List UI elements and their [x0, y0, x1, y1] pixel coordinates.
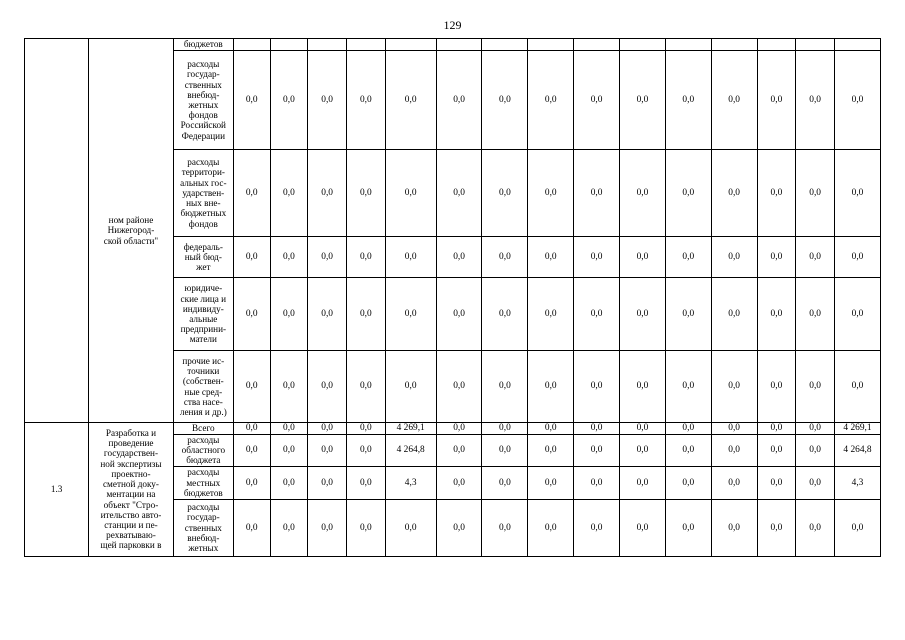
value-cell — [270, 39, 308, 51]
value-cell: 0,0 — [574, 278, 620, 351]
value-cell — [796, 39, 835, 51]
value-cell — [834, 39, 880, 51]
value-cell: 0,0 — [385, 351, 436, 423]
value-cell: 0,0 — [346, 278, 385, 351]
value-cell: 0,0 — [233, 278, 270, 351]
value-cell: 0,0 — [796, 466, 835, 499]
value-cell: 0,0 — [436, 423, 482, 435]
value-cell: 0,0 — [308, 435, 347, 467]
value-cell: 0,0 — [757, 278, 796, 351]
value-cell: 0,0 — [620, 466, 666, 499]
value-cell: 0,0 — [385, 499, 436, 556]
value-cell: 0,0 — [757, 150, 796, 237]
funding-source: Всего — [173, 423, 233, 435]
value-cell: 0,0 — [574, 499, 620, 556]
value-cell: 0,0 — [757, 499, 796, 556]
value-cell: 0,0 — [528, 499, 574, 556]
value-cell: 0,0 — [308, 466, 347, 499]
value-cell — [233, 39, 270, 51]
item-name: Разработка и проведение государствен- ной экспертизы проектно- сметной доку- ментации на объект "Стро- ительство авто- станции и пе- рехватываю- щей парковки в — [89, 423, 174, 557]
value-cell: 0,0 — [757, 435, 796, 467]
value-cell: 0,0 — [757, 51, 796, 150]
value-cell: 0,0 — [620, 423, 666, 435]
value-cell: 0,0 — [270, 278, 308, 351]
value-cell: 0,0 — [620, 499, 666, 556]
value-cell: 0,0 — [796, 351, 835, 423]
value-cell: 4 264,8 — [834, 435, 880, 467]
value-cell: 4 269,1 — [385, 423, 436, 435]
value-cell: 0,0 — [270, 237, 308, 278]
value-cell: 0,0 — [574, 351, 620, 423]
value-cell: 0,0 — [436, 435, 482, 467]
value-cell: 0,0 — [233, 423, 270, 435]
value-cell: 0,0 — [308, 278, 347, 351]
value-cell: 0,0 — [482, 278, 528, 351]
value-cell: 4,3 — [385, 466, 436, 499]
value-cell: 0,0 — [796, 150, 835, 237]
value-cell — [436, 39, 482, 51]
value-cell: 0,0 — [270, 423, 308, 435]
value-cell: 0,0 — [711, 499, 757, 556]
value-cell — [620, 39, 666, 51]
value-cell: 0,0 — [528, 150, 574, 237]
value-cell: 0,0 — [796, 499, 835, 556]
value-cell: 0,0 — [574, 423, 620, 435]
value-cell: 0,0 — [436, 237, 482, 278]
funding-source: бюджетов — [173, 39, 233, 51]
value-cell: 0,0 — [620, 435, 666, 467]
value-cell — [308, 39, 347, 51]
value-cell: 0,0 — [574, 466, 620, 499]
value-cell: 0,0 — [233, 150, 270, 237]
value-cell: 0,0 — [270, 150, 308, 237]
value-cell: 0,0 — [711, 51, 757, 150]
value-cell: 0,0 — [270, 435, 308, 467]
value-cell: 0,0 — [757, 351, 796, 423]
value-cell: 0,0 — [385, 237, 436, 278]
value-cell: 0,0 — [620, 237, 666, 278]
value-cell: 0,0 — [757, 237, 796, 278]
value-cell: 0,0 — [665, 51, 711, 150]
value-cell: 0,0 — [233, 499, 270, 556]
value-cell — [665, 39, 711, 51]
value-cell: 0,0 — [270, 51, 308, 150]
value-cell — [346, 39, 385, 51]
value-cell: 0,0 — [834, 150, 880, 237]
value-cell: 0,0 — [528, 435, 574, 467]
value-cell: 0,0 — [834, 51, 880, 150]
table-row — [25, 39, 881, 51]
value-cell: 0,0 — [482, 435, 528, 467]
value-cell — [482, 39, 528, 51]
value-cell: 0,0 — [482, 423, 528, 435]
value-cell: 0,0 — [482, 150, 528, 237]
value-cell: 0,0 — [308, 51, 347, 150]
value-cell: 0,0 — [270, 466, 308, 499]
value-cell — [711, 39, 757, 51]
value-cell: 0,0 — [346, 237, 385, 278]
value-cell: 0,0 — [711, 150, 757, 237]
item-code: 1.3 — [25, 423, 89, 557]
value-cell: 0,0 — [308, 237, 347, 278]
value-cell: 0,0 — [233, 51, 270, 150]
value-cell: 0,0 — [620, 150, 666, 237]
value-cell: 0,0 — [711, 435, 757, 467]
value-cell: 0,0 — [834, 499, 880, 556]
value-cell: 0,0 — [436, 499, 482, 556]
value-cell: 0,0 — [796, 423, 835, 435]
value-cell: 0,0 — [574, 435, 620, 467]
value-cell: 0,0 — [233, 435, 270, 467]
value-cell: 0,0 — [665, 278, 711, 351]
value-cell: 0,0 — [711, 237, 757, 278]
funding-source: федераль- ный бюд- жет — [173, 237, 233, 278]
value-cell: 0,0 — [665, 237, 711, 278]
value-cell: 0,0 — [270, 499, 308, 556]
value-cell: 0,0 — [308, 351, 347, 423]
value-cell: 0,0 — [665, 435, 711, 467]
value-cell — [385, 39, 436, 51]
value-cell: 0,0 — [665, 499, 711, 556]
value-cell: 0,0 — [482, 499, 528, 556]
value-cell: 0,0 — [528, 51, 574, 150]
value-cell: 0,0 — [346, 351, 385, 423]
value-cell: 0,0 — [346, 423, 385, 435]
funding-source: юридиче- ские лица и индивиду- альные предприни- матели — [173, 278, 233, 351]
value-cell: 0,0 — [834, 351, 880, 423]
value-cell: 0,0 — [796, 237, 835, 278]
value-cell: 0,0 — [574, 150, 620, 237]
value-cell: 0,0 — [233, 351, 270, 423]
value-cell: 0,0 — [528, 278, 574, 351]
funding-source: расходы территори- альных гос- ударствен- ных вне- бюджетных фондов — [173, 150, 233, 237]
value-cell: 0,0 — [482, 237, 528, 278]
value-cell: 0,0 — [308, 423, 347, 435]
value-cell: 0,0 — [757, 466, 796, 499]
item-name: ном районе Нижегород- ской области" — [89, 39, 174, 423]
item-code — [25, 39, 89, 423]
value-cell: 0,0 — [436, 51, 482, 150]
value-cell — [757, 39, 796, 51]
value-cell: 0,0 — [796, 51, 835, 150]
value-cell: 4,3 — [834, 466, 880, 499]
value-cell: 0,0 — [834, 237, 880, 278]
value-cell: 0,0 — [620, 51, 666, 150]
value-cell: 0,0 — [665, 150, 711, 237]
value-cell: 0,0 — [528, 423, 574, 435]
value-cell: 0,0 — [436, 150, 482, 237]
value-cell: 0,0 — [574, 51, 620, 150]
value-cell: 0,0 — [346, 499, 385, 556]
value-cell: 0,0 — [796, 278, 835, 351]
value-cell: 0,0 — [385, 51, 436, 150]
value-cell: 0,0 — [270, 351, 308, 423]
value-cell — [528, 39, 574, 51]
value-cell: 0,0 — [308, 150, 347, 237]
funding-source: прочие ис- точники (собствен- ные сред- ства насе- ления и др.) — [173, 351, 233, 423]
table-row — [25, 423, 881, 435]
value-cell: 0,0 — [757, 423, 796, 435]
value-cell: 0,0 — [436, 466, 482, 499]
value-cell: 0,0 — [482, 351, 528, 423]
value-cell: 0,0 — [834, 278, 880, 351]
value-cell: 0,0 — [711, 351, 757, 423]
value-cell: 0,0 — [346, 466, 385, 499]
funding-source: расходы государ- ственных внебюд- жетных — [173, 499, 233, 556]
value-cell: 0,0 — [482, 51, 528, 150]
funding-source: расходы местных бюджетов — [173, 466, 233, 499]
value-cell: 0,0 — [665, 423, 711, 435]
value-cell: 0,0 — [233, 466, 270, 499]
value-cell: 0,0 — [711, 423, 757, 435]
value-cell: 4 264,8 — [385, 435, 436, 467]
value-cell: 0,0 — [665, 351, 711, 423]
value-cell: 0,0 — [436, 278, 482, 351]
value-cell: 0,0 — [574, 237, 620, 278]
value-cell: 0,0 — [620, 351, 666, 423]
page-number: 129 — [443, 18, 462, 32]
value-cell: 0,0 — [436, 351, 482, 423]
value-cell: 0,0 — [528, 351, 574, 423]
value-cell — [574, 39, 620, 51]
value-cell: 0,0 — [385, 150, 436, 237]
budget-table — [24, 38, 881, 557]
value-cell: 0,0 — [620, 278, 666, 351]
value-cell: 0,0 — [482, 466, 528, 499]
value-cell: 0,0 — [346, 150, 385, 237]
value-cell: 0,0 — [796, 435, 835, 467]
value-cell: 0,0 — [385, 278, 436, 351]
value-cell: 4 269,1 — [834, 423, 880, 435]
value-cell: 0,0 — [711, 466, 757, 499]
value-cell: 0,0 — [308, 499, 347, 556]
value-cell: 0,0 — [711, 278, 757, 351]
value-cell: 0,0 — [233, 237, 270, 278]
value-cell: 0,0 — [528, 466, 574, 499]
value-cell: 0,0 — [346, 435, 385, 467]
funding-source: расходы государ- ственных внебюд- жетных фондов Российской Федерации — [173, 51, 233, 150]
value-cell: 0,0 — [346, 51, 385, 150]
value-cell: 0,0 — [665, 466, 711, 499]
funding-source: расходы областного бюджета — [173, 435, 233, 467]
value-cell: 0,0 — [528, 237, 574, 278]
